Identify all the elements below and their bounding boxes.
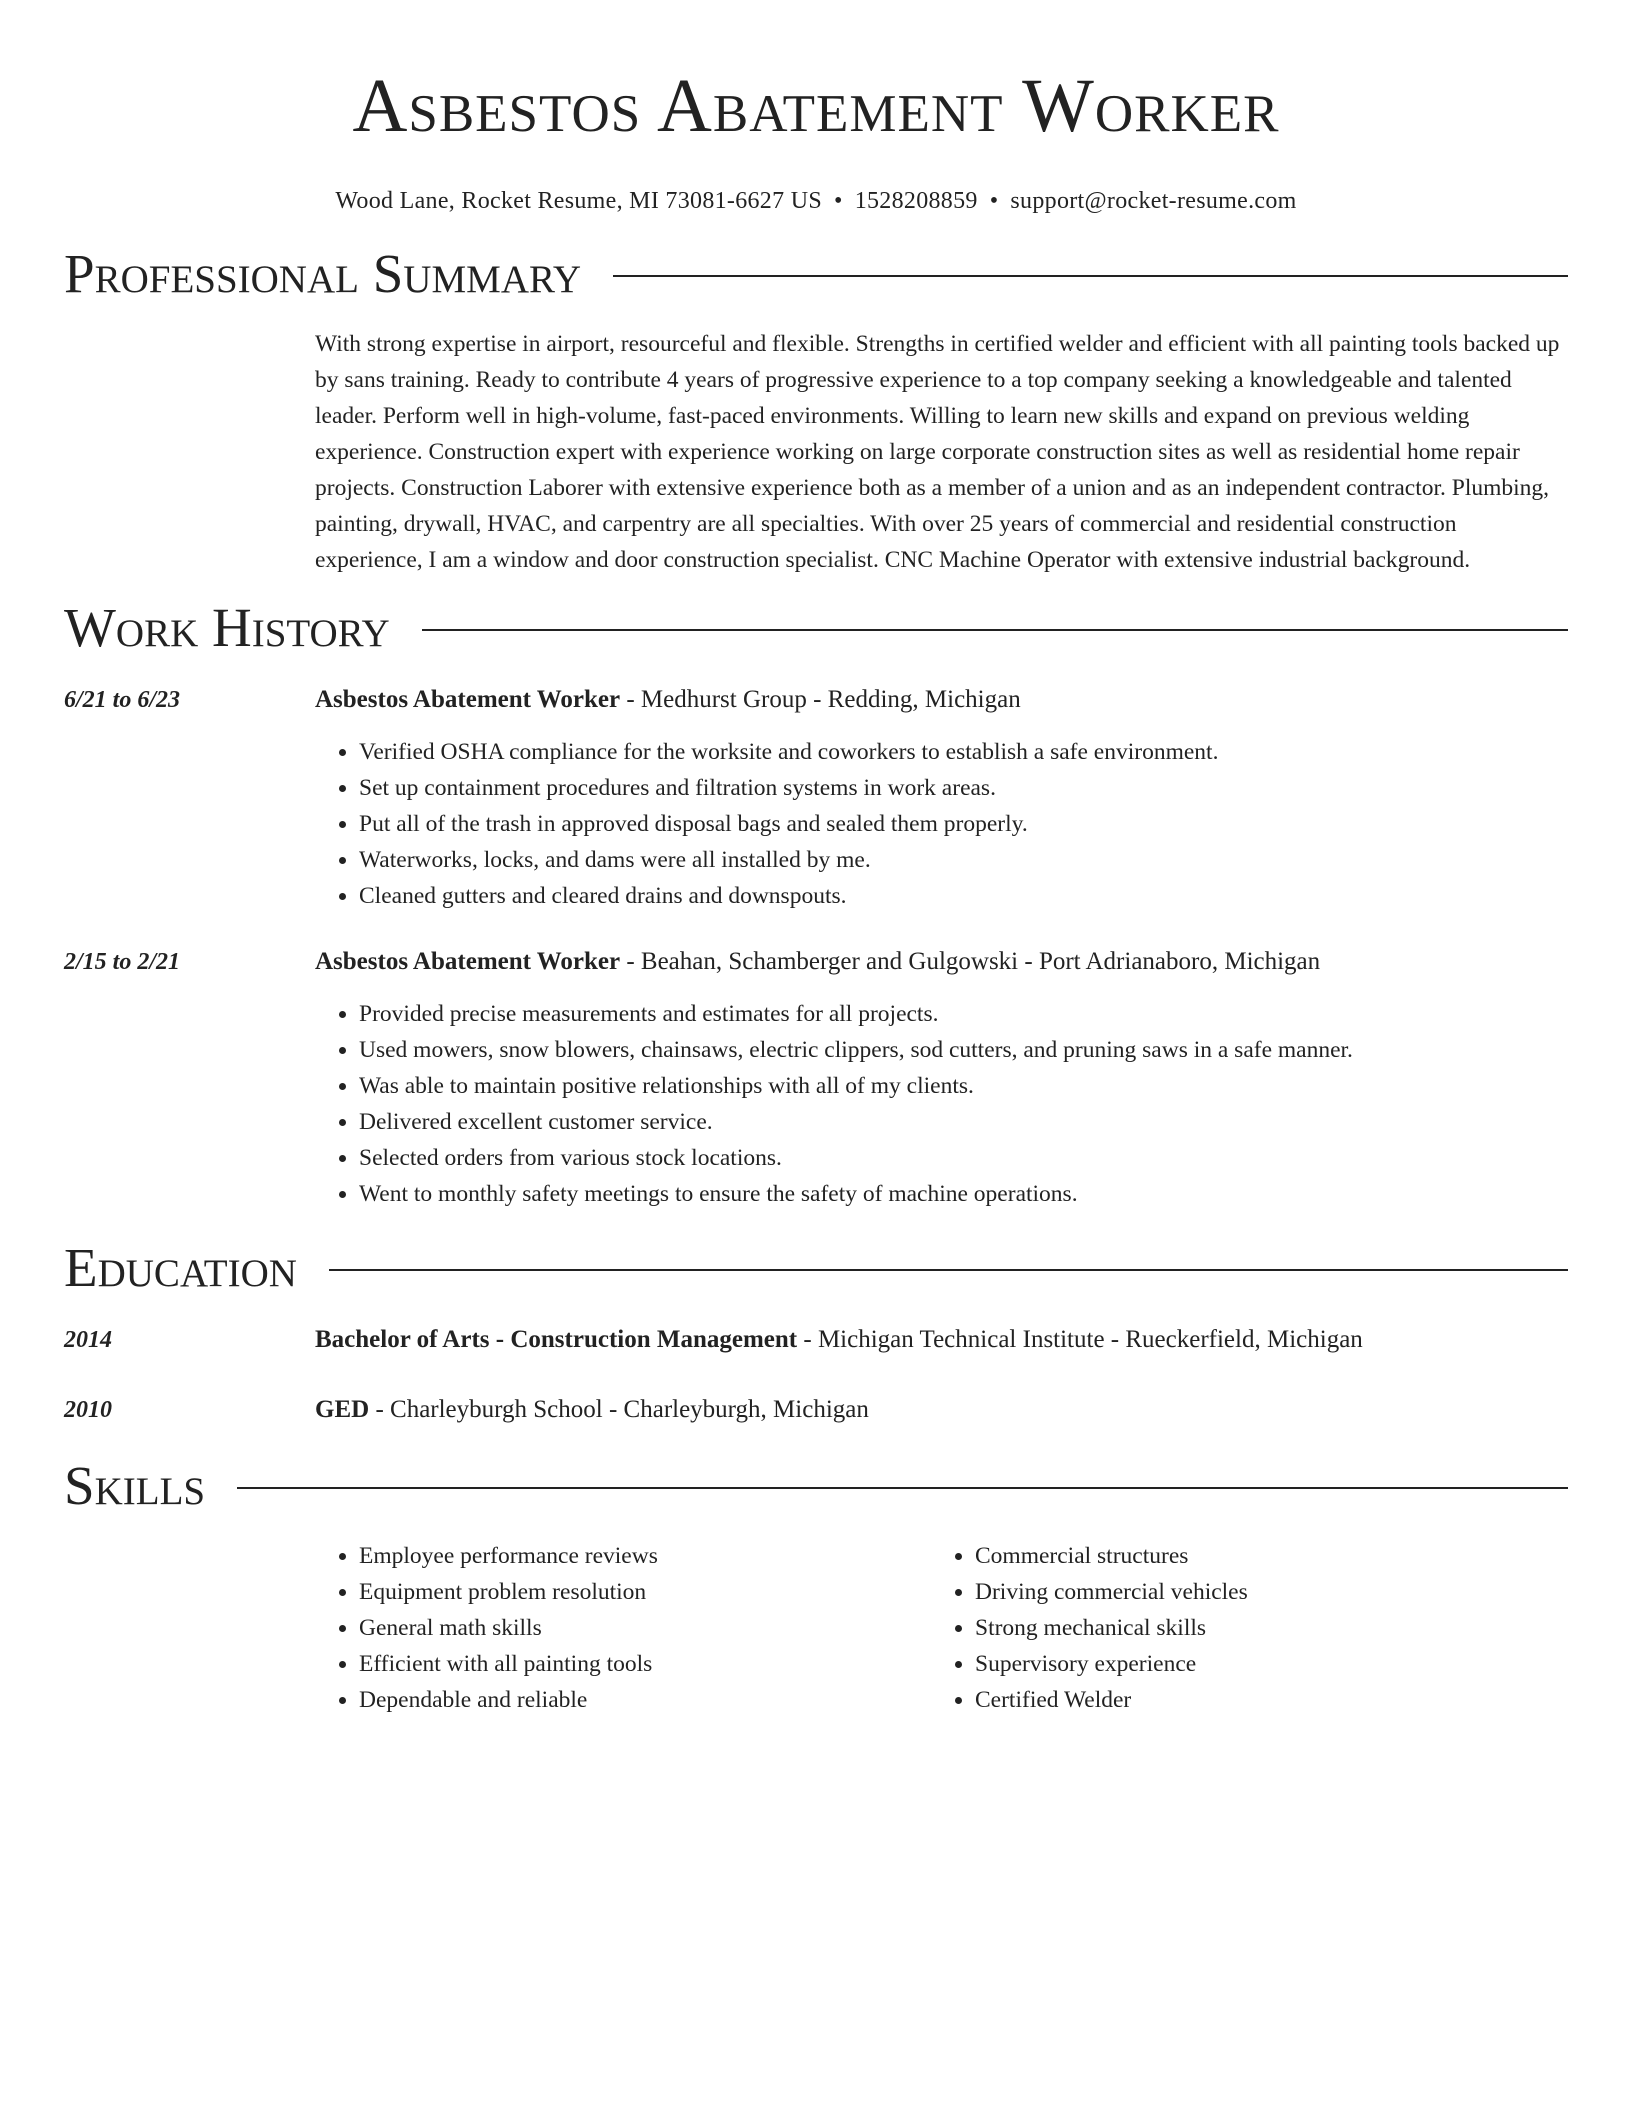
skills-section-heading — [64, 1456, 1568, 1516]
education-line — [315, 1392, 1568, 1428]
education-details: - Michigan Technical Institute - Rueckerfield, Michigan — [797, 1326, 1363, 1353]
job-dates: 6/21 to 6/23 — [64, 687, 181, 713]
job-bullets — [315, 996, 1568, 1212]
job-dates: 2/15 to 2/21 — [64, 949, 181, 975]
job-title: Asbestos Abatement Worker — [315, 686, 621, 713]
education-entry — [64, 1392, 1568, 1428]
job-title: Asbestos Abatement Worker — [315, 948, 621, 975]
skill-item: • Equipment problem resolution — [359, 1574, 931, 1610]
contact-address: Wood Lane, Rocket Resume, MI 73081-6627 US — [335, 188, 822, 214]
job-details: - Medhurst Group - Redding, Michigan — [620, 686, 1021, 713]
skills-column-right — [931, 1538, 1547, 1718]
section-divider — [329, 1269, 1568, 1271]
resume-page — [64, 0, 1568, 1718]
job-bullet: • Waterworks, locks, and dams were all installed by me. — [359, 842, 1568, 878]
job-bullet: • Put all of the trash in approved disposal bags and sealed them properly. — [359, 806, 1568, 842]
contact-separator: • — [834, 188, 843, 214]
section-divider — [237, 1487, 1568, 1489]
job-details: - Beahan, Schamberger and Gulgowski - Port Adrianaboro, Michigan — [620, 948, 1321, 975]
skill-item: • Supervisory experience — [975, 1646, 1547, 1682]
skills-column-left — [315, 1538, 931, 1718]
skill-item: • Dependable and reliable — [359, 1682, 931, 1718]
skill-item: • Strong mechanical skills — [975, 1610, 1547, 1646]
section-divider — [613, 275, 1568, 277]
job-header — [64, 944, 1568, 980]
job-bullet: • Was able to maintain positive relationships with all of my clients. — [359, 1068, 1568, 1104]
education-section-heading — [64, 1238, 1568, 1298]
job-bullet: • Used mowers, snow blowers, chainsaws, electric clippers, sod cutters, and pruning saws in a safe manner. — [359, 1032, 1568, 1068]
skill-item: • Commercial structures — [975, 1538, 1547, 1574]
summary-heading: Professional Summary — [64, 243, 582, 304]
job-bullet: • Set up containment procedures and filtration systems in work areas. — [359, 770, 1568, 806]
work-heading: Work History — [64, 597, 390, 658]
job-bullet: • Went to monthly safety meetings to ensure the safety of machine operations. — [359, 1176, 1568, 1212]
contact-email: support@rocket-resume.com — [1010, 188, 1297, 214]
skill-item: • General math skills — [359, 1610, 931, 1646]
job-bullet: • Delivered excellent customer service. — [359, 1104, 1568, 1140]
education-year: 2010 — [64, 1397, 112, 1423]
skill-item: • Employee performance reviews — [359, 1538, 931, 1574]
education-heading: Education — [64, 1237, 297, 1298]
job-bullets — [315, 734, 1568, 914]
education-degree: GED — [315, 1396, 370, 1423]
summary-section-heading — [64, 244, 1568, 304]
summary-text: With strong expertise in airport, resourceful and flexible. Strengths in certified welder and efficient with all painting tools backed up by sans training. Ready to contribute 4 years of progressive experience to a top company seeking a knowledgeable and talented leader. Perform well in high-volume, fast-paced environments. Willing to learn new skills and expand on previous welding experience. Construction expert with experience working on large corporate construction sites as well as residential home repair projects. Construction Laborer with extensive experience both as a member of a union and as an independent contractor. Plumbing, painting, drywall, HVAC, and carpentry are all specialties. With over 25 years of commercial and residential construction experience, I am a window and door construction specialist. CNC Machine Operator with extensive industrial background. — [315, 331, 1560, 573]
contact-line — [64, 186, 1568, 216]
contact-phone: 1528208859 — [854, 188, 978, 214]
education-degree: Bachelor of Arts - Construction Management — [315, 1326, 798, 1353]
skill-item: • Certified Welder — [975, 1682, 1547, 1718]
work-section-heading — [64, 598, 1568, 658]
education-details: - Charleyburgh School - Charleyburgh, Michigan — [369, 1396, 869, 1423]
job-bullet: • Provided precise measurements and estimates for all projects. — [359, 996, 1568, 1032]
job-entry — [64, 944, 1568, 1212]
contact-separator: • — [989, 188, 999, 214]
job-header — [64, 682, 1568, 718]
skills-list — [315, 1538, 1568, 1718]
skill-item: • Driving commercial vehicles — [975, 1574, 1547, 1610]
job-title-line — [315, 682, 1568, 718]
education-line — [315, 1322, 1568, 1358]
section-divider — [422, 629, 1568, 631]
job-entry — [64, 682, 1568, 914]
job-bullet: • Selected orders from various stock locations. — [359, 1140, 1568, 1176]
skill-item: • Efficient with all painting tools — [359, 1646, 931, 1682]
job-bullet: • Cleaned gutters and cleared drains and downspouts. — [359, 878, 1568, 914]
job-title-line — [315, 944, 1568, 980]
job-bullet: • Verified OSHA compliance for the worksite and coworkers to establish a safe environment. — [359, 734, 1568, 770]
education-year: 2014 — [64, 1327, 112, 1353]
resume-name: Asbestos Abatement Worker — [352, 64, 1280, 148]
skills-heading: Skills — [64, 1455, 206, 1516]
education-entry — [64, 1322, 1568, 1358]
